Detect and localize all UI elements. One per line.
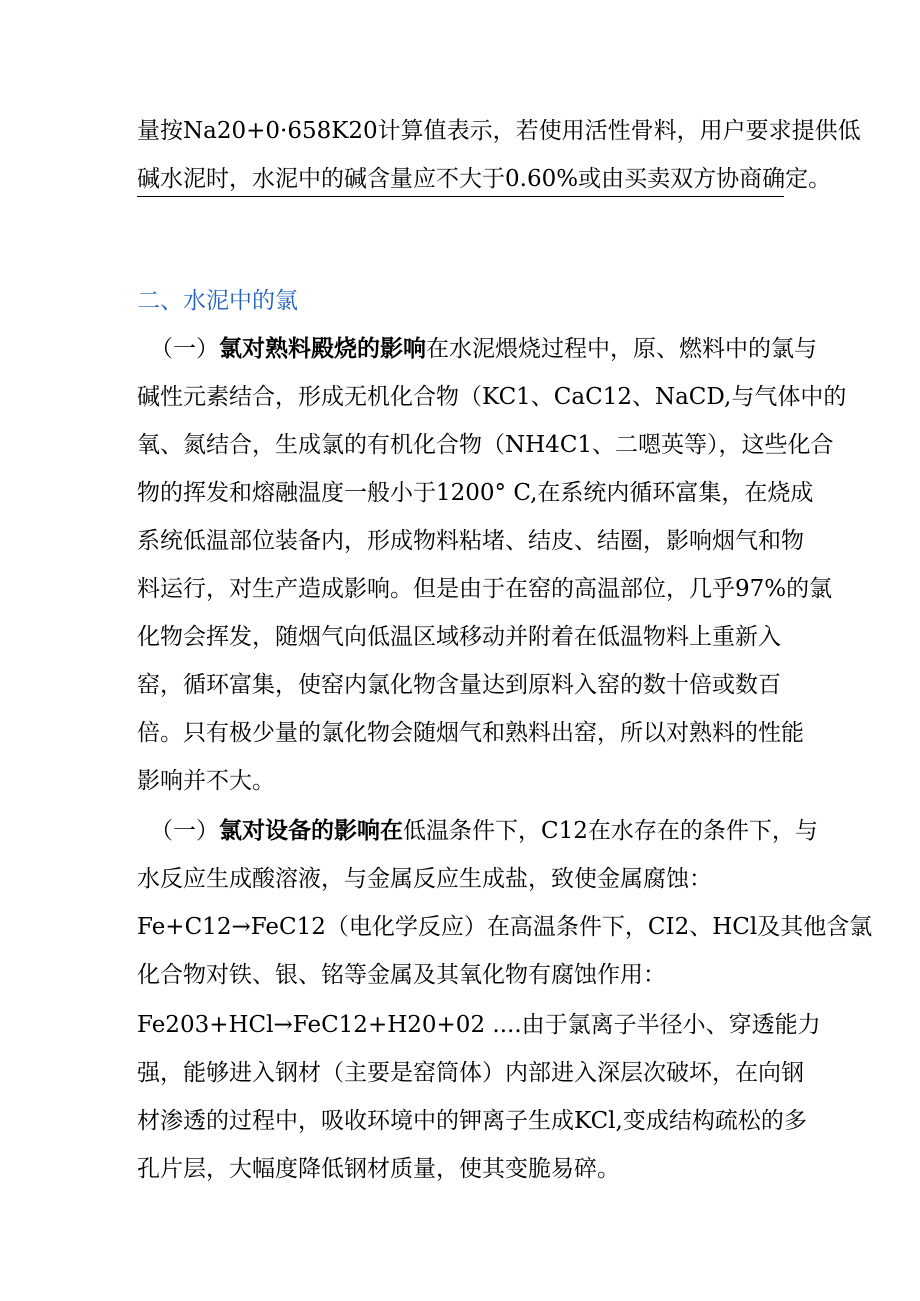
para1-first-line — [150, 334, 817, 364]
para2-first-line — [150, 816, 818, 846]
para1-line: 料运行，对生产造成影响。但是由于在窑的高温部位，几乎97%的氯 — [137, 576, 833, 602]
para1-first-rest: 在水泥煨烧过程中，原、燃料中的氯与 — [426, 336, 817, 362]
top-text-line-1: 量按Na20+0·658K20计算值表示，若使用活性骨料，用户要求提供低 — [137, 118, 861, 144]
para2-line: 水反应生成酸溶液，与金属反应生成盐，致使金属腐蚀： — [137, 866, 712, 892]
para1-line: 倍。只有极少量的氯化物会随烟气和熟料出窑，所以对熟料的性能 — [137, 720, 804, 746]
para2-line: Fe+C12→FeC12（电化学反应）在高温条件下，CI2、HCl及其他含氯 — [137, 914, 873, 940]
section-heading: 二、水泥中的氯 — [137, 288, 298, 314]
para1-line: 化物会挥发，随烟气向低温区域移动并附着在低温物料上重新入 — [137, 624, 781, 650]
para2-line: Fe203+HCl→FeC12+H20+02 ....由于氯离子半径小、穿透能力 — [137, 1012, 821, 1038]
para2-first-rest: 低温条件下，C12在水存在的条件下，与 — [403, 818, 818, 844]
para2-line: 强，能够进入钢材（主要是窑筒体）内部进入深层次破坏，在向钢 — [137, 1060, 804, 1086]
para1-prefix: （一） — [150, 336, 219, 362]
para1-line: 窑，循环富集，使窑内氯化物含量达到原料入窑的数十倍或数百 — [137, 672, 781, 698]
para2-prefix: （一） — [150, 818, 219, 844]
para2-line: 孔片层，大幅度降低钢材质量，使其变脆易碎。 — [137, 1156, 620, 1182]
para1-line: 系统低温部位装备内，形成物料粘堵、结皮、结圈，影响烟气和物 — [137, 528, 804, 554]
para2-bold-title: 氯对设备的影响在 — [219, 818, 403, 844]
para1-line: 影响并不大。 — [137, 768, 275, 794]
para1-bold-title: 氯对熟料殿烧的影响 — [219, 336, 426, 362]
top-text-line-2: 碱水泥时，水泥中的碱含量应不大于0.60%或由买卖双方协商确定。 — [137, 166, 832, 192]
para1-line: 氧、氮结合，生成氯的有机化合物（NH4C1、二嗯英等），这些化合 — [137, 432, 834, 458]
para1-line: 碱性元素结合，形成无机化合物（KC1、CaC12、NaCD,与气体中的 — [137, 384, 847, 410]
horizontal-divider — [137, 196, 784, 197]
para1-line: 物的挥发和熔融温度一般小于1200° C,在系统内循环富集，在烧成 — [137, 480, 814, 506]
para2-line: 材渗透的过程中，吸收环境中的钾离子生成KCl,变成结构疏松的多 — [137, 1108, 807, 1134]
para2-line: 化合物对铁、银、铭等金属及其氧化物有腐蚀作用： — [137, 962, 666, 988]
